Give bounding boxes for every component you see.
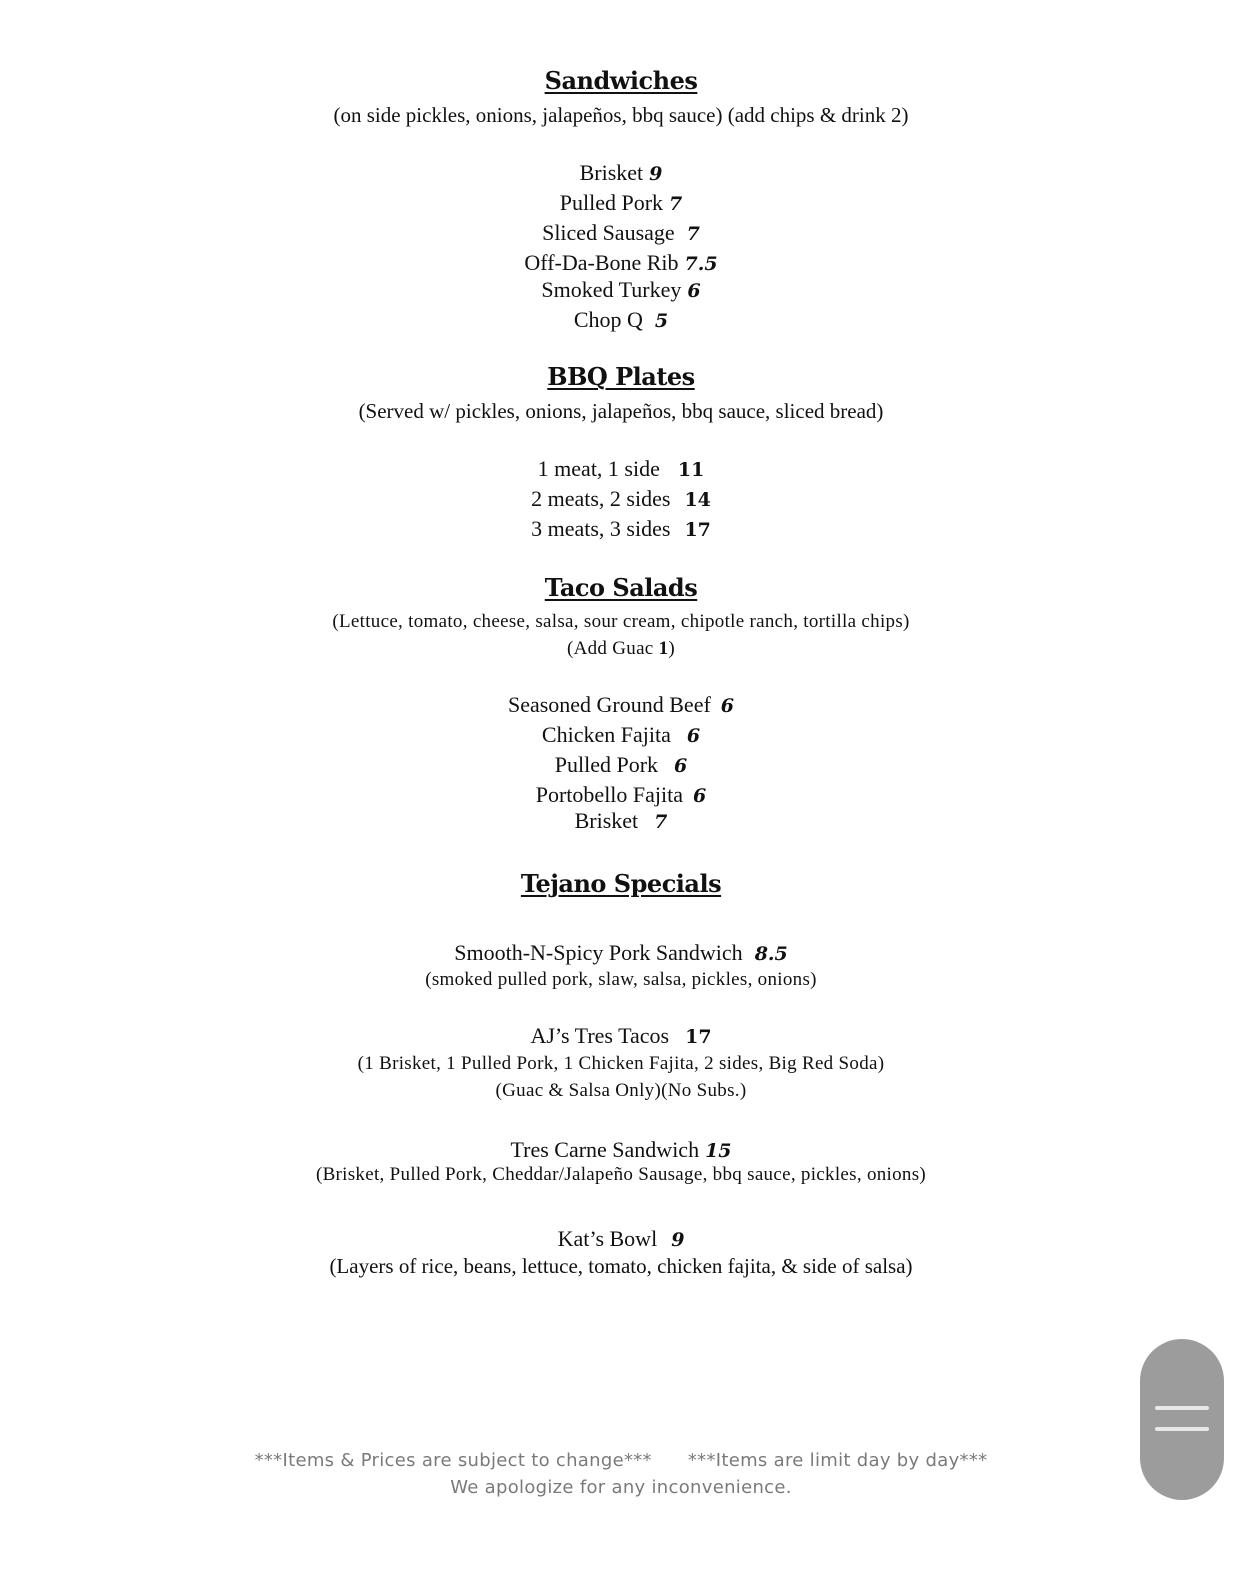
item-name: Sliced Sausage	[542, 220, 675, 245]
item-description: (smoked pulled pork, slaw, salsa, pickles, onions)	[425, 969, 817, 990]
menu-item	[0, 808, 1242, 834]
sandwiches-note: (on side pickles, onions, jalapeños, bbq sauce) (add chips & drink 2)	[333, 103, 909, 127]
guac-price: 1	[658, 638, 669, 659]
item-name: 2 meats, 2 sides	[531, 486, 671, 511]
item-price: 17	[684, 519, 711, 541]
item-name: Portobello Fajita	[535, 782, 684, 807]
taco-salads-note: (Lettuce, tomato, cheese, salsa, sour cream, chipotle ranch, tortilla chips)	[332, 611, 910, 632]
item-description: (Layers of rice, beans, lettuce, tomato, chicken fajita, & side of salsa)	[329, 1254, 913, 1278]
menu-item	[0, 250, 1242, 276]
item-price: 14	[684, 489, 711, 511]
guac-prefix: (Add Guac	[566, 638, 659, 659]
item-name: Smoked Turkey	[541, 277, 682, 302]
item-price: 6	[674, 755, 688, 777]
item-name: Brisket	[574, 808, 639, 833]
menu-item	[0, 722, 1242, 748]
tejano-specials-heading	[0, 869, 1242, 898]
item-price: 6	[720, 695, 735, 717]
item-price: 8.5	[754, 943, 788, 965]
menu-item	[0, 220, 1242, 246]
item-name: Off-Da-Bone Rib	[524, 250, 679, 275]
item-price: 7.5	[684, 253, 718, 275]
item-price: 17	[685, 1026, 712, 1048]
menu-item	[0, 277, 1242, 303]
add-guac-note	[0, 638, 1242, 660]
menu-item	[0, 1023, 1242, 1049]
item-name: 3 meats, 3 sides	[531, 516, 671, 541]
menu-item	[0, 1226, 1242, 1252]
menu-item	[0, 160, 1242, 186]
item-name: Chicken Fajita	[541, 722, 671, 747]
menu-item	[0, 1137, 1242, 1163]
item-price: 11	[677, 459, 705, 481]
item-price: 5	[654, 310, 669, 332]
menu-item	[0, 752, 1242, 778]
item-price: 9	[671, 1229, 685, 1251]
apology-notice: We apologize for any inconvenience.	[450, 1477, 792, 1498]
menu-item	[0, 782, 1242, 808]
item-name: Smooth-N-Spicy Pork Sandwich	[454, 940, 743, 965]
bbq-plates-heading: BBQ Plates	[547, 362, 695, 391]
item-price: 6	[693, 785, 707, 807]
menu-item	[0, 692, 1242, 718]
item-name: Brisket	[579, 160, 644, 185]
sandwiches-heading: Sandwiches	[544, 66, 698, 95]
item-name: Tres Carne Sandwich	[510, 1137, 700, 1162]
heading-word-tejano: Tejano	[520, 869, 606, 898]
footer-notices	[0, 1450, 1242, 1471]
item-description: (1 Brisket, 1 Pulled Pork, 1 Chicken Fajita, 2 sides, Big Red Soda)	[357, 1053, 885, 1074]
taco-salads-heading: Taco Salads	[544, 573, 698, 602]
menu-item	[0, 190, 1242, 216]
price-change-notice: ***Items & Prices are subject to change***	[254, 1450, 652, 1471]
limit-notice: ***Items are limit day by day***	[687, 1450, 988, 1471]
menu-item	[0, 516, 1242, 542]
heading-word-specials: Specials	[605, 869, 722, 898]
menu-item	[0, 307, 1242, 333]
item-name: Pulled Pork	[559, 190, 664, 215]
item-description: (Guac & Salsa Only)(No Subs.)	[495, 1080, 747, 1101]
item-name: Chop Q	[573, 307, 643, 332]
item-name: AJ’s Tres Tacos	[530, 1023, 670, 1048]
item-price: 15	[705, 1140, 732, 1162]
menu-item	[0, 456, 1242, 482]
bbq-plates-note: (Served w/ pickles, onions, jalapeños, bbq sauce, sliced bread)	[358, 399, 884, 423]
menu-item	[0, 486, 1242, 512]
item-name: Pulled Pork	[554, 752, 659, 777]
item-name: Seasoned Ground Beef	[507, 692, 711, 717]
item-name: Kat’s Bowl	[557, 1226, 658, 1251]
item-price: 9	[649, 163, 663, 185]
menu-item	[0, 940, 1242, 966]
item-price: 7	[654, 811, 668, 833]
item-description: (Brisket, Pulled Pork, Cheddar/Jalapeño Sausage, bbq sauce, pickles, onions)	[315, 1164, 927, 1185]
item-price: 6	[686, 725, 701, 747]
scroll-handle[interactable]	[1140, 1339, 1224, 1500]
item-name: 1 meat, 1 side	[537, 456, 660, 481]
guac-suffix: )	[668, 638, 676, 659]
item-price: 6	[687, 280, 701, 302]
item-price: 7	[686, 223, 700, 245]
item-price: 7	[669, 193, 683, 215]
